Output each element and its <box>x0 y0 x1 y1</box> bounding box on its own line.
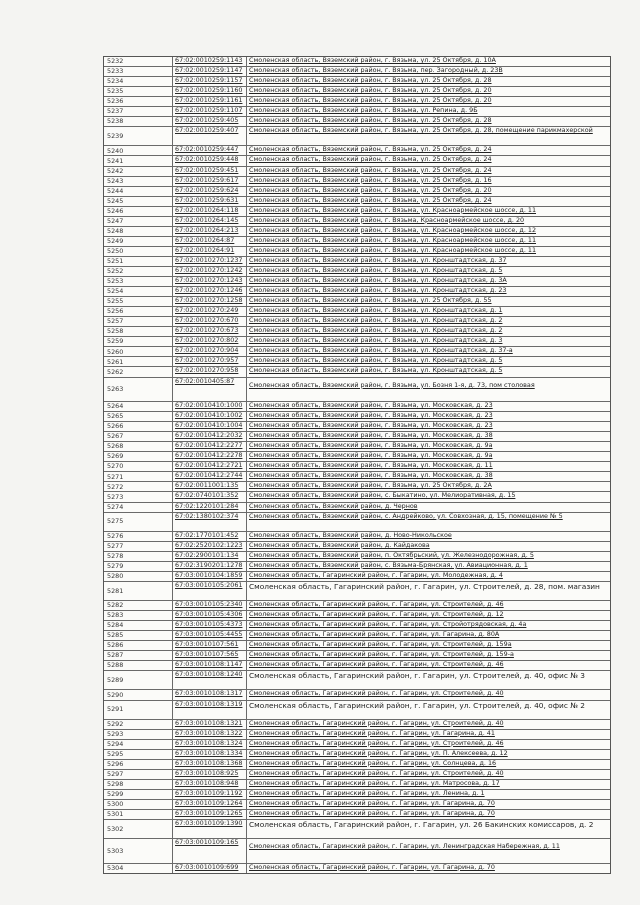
address-cell: Смоленская область, Гагаринский район, г. Гагарин, ул. Строителей, д. 40 <box>249 719 504 727</box>
table-row <box>104 327 610 337</box>
address-cell: Смоленская область, Гагаринский район, г. Гагарин, ул. Строителей, д. 40 <box>249 769 504 777</box>
address-cell: Смоленская область, Вяземский район, г. Вязьма, пер. Загородный, д. 23В <box>249 67 503 75</box>
table-row <box>104 513 610 532</box>
cadastral-number: 67:02:0010270:958 <box>173 367 247 376</box>
cadastral-number: 67:02:0010264:145 <box>173 217 247 226</box>
cadastral-number: 67:02:0010264:91 <box>173 247 247 256</box>
cadastral-number: 67:02:0010412:2721 <box>173 462 247 471</box>
table-row <box>104 207 610 217</box>
row-number: 5265 <box>104 412 173 421</box>
cadastral-number: 67:02:1380102:374 <box>173 513 247 531</box>
row-number: 5274 <box>104 503 173 512</box>
address-cell: Смоленская область, Гагаринский район, г. Гагарин, ул. Строителей, д. 40, офис № 3 <box>249 671 585 681</box>
cadastral-number: 67:02:2520102:1223 <box>173 542 247 551</box>
address-cell: Смоленская область, Гагаринский район, г. Гагарин, ул. Строителей, д. 40 <box>249 690 504 698</box>
address-cell: Смоленская область, Вяземский район, г. Вязьма, ул. Кронштадтская, д. 3 <box>249 337 503 345</box>
table-row <box>104 552 610 562</box>
table-row <box>104 701 610 720</box>
table-row <box>104 671 610 690</box>
table-row <box>104 117 610 127</box>
cadastral-number: 67:03:0010108:948 <box>173 780 247 789</box>
address-cell: Смоленская область, Гагаринский район, г. Гагарин, ул. Строителей, д. 46 <box>249 739 504 747</box>
row-number: 5268 <box>104 442 173 451</box>
row-number: 5242 <box>104 167 173 176</box>
table-row <box>104 177 610 187</box>
table-row <box>104 472 610 482</box>
cadastral-number: 67:02:0010259:1161 <box>173 97 247 106</box>
table-row <box>104 297 610 307</box>
row-number: 5244 <box>104 187 173 196</box>
cadastral-number: 67:03:0010108:1322 <box>173 730 247 739</box>
row-number: 5236 <box>104 97 173 106</box>
cadastral-number: 67:03:0010105:4455 <box>173 631 247 640</box>
row-number: 5283 <box>104 611 173 620</box>
row-number: 5301 <box>104 810 173 819</box>
address-cell: Смоленская область, Вяземский район, п. Октябрьский, ул. Железнодорожная, д. 5 <box>249 551 534 559</box>
address-cell: Смоленская область, Вяземский район, г. Вязьма, ул. Московская, д. 38 <box>249 472 493 480</box>
address-cell: Смоленская область, Вяземский район, г. Вязьма, ул. 25 Октября, д. 20 <box>249 186 492 194</box>
table-row <box>104 601 610 611</box>
table-row <box>104 57 610 67</box>
cadastral-number: 67:02:0010412:2278 <box>173 452 247 461</box>
cadastral-number: 67:02:0010259:631 <box>173 197 247 206</box>
cadastral-number: 67:03:0010104:1859 <box>173 572 247 581</box>
address-cell: Смоленская область, Гагаринский район, г. Гагарин, ул. Строителей, д. 159-а <box>249 651 514 659</box>
cadastral-number: 67:02:0010410:1002 <box>173 412 247 421</box>
cadastral-number: 67:02:0010270:673 <box>173 327 247 336</box>
address-cell: Смоленская область, Вяземский район, г. Вязьма, ул. Кронштадтская, д. 5 <box>249 367 503 375</box>
cadastral-number: 67:03:0010108:925 <box>173 770 247 779</box>
row-number: 5279 <box>104 562 173 571</box>
table-row <box>104 582 610 601</box>
cadastral-number: 67:02:0010410:1004 <box>173 422 247 431</box>
cadastral-number: 67:02:0010259:624 <box>173 187 247 196</box>
cadastral-number: 67:02:0010270:904 <box>173 347 247 356</box>
table-row <box>104 187 610 197</box>
table-row <box>104 611 610 621</box>
address-cell: Смоленская область, Вяземский район, с. Вязьма-Брянская, ул. Авиационная, д. 1 <box>249 561 528 569</box>
cadastral-number: 67:03:0010108:1321 <box>173 720 247 729</box>
address-cell: Смоленская область, Вяземский район, г. Вязьма, ул. Кронштадтская, д. 5 <box>249 357 503 365</box>
cadastral-number: 67:02:0010259:448 <box>173 156 247 165</box>
table-row <box>104 839 610 864</box>
row-number: 5273 <box>104 492 173 501</box>
table-row <box>104 87 610 97</box>
address-cell: Смоленская область, Вяземский район, г. Вязьма, ул. Красноармейское шоссе, д. 12 <box>249 226 537 234</box>
table-row <box>104 402 610 412</box>
row-number: 5300 <box>104 800 173 809</box>
table-row <box>104 257 610 267</box>
table-row <box>104 357 610 367</box>
row-number: 5275 <box>104 513 173 531</box>
address-cell: Смоленская область, Гагаринский район, г. Гагарин, ул. Матросова, д. 17 <box>249 779 500 787</box>
cadastral-number: 67:02:0010259:1107 <box>173 107 247 116</box>
row-number: 5245 <box>104 197 173 206</box>
address-cell: Смоленская область, Гагаринский район, г. Гагарин, ул. Строителей, д. 28, пом. магазин <box>249 581 600 591</box>
cadastral-number: 67:02:0010259:1143 <box>173 57 247 66</box>
address-cell: Смоленская область, Вяземский район, г. Вязьма, ул. Кронштадтская, д. 3А <box>249 277 507 285</box>
cadastral-number: 67:02:0010270:802 <box>173 337 247 346</box>
table-row <box>104 347 610 357</box>
address-cell: Смоленская область, Вяземский район, г. Вязьма, ул. Кронштадтская, д. 5 <box>249 267 503 274</box>
table-row <box>104 378 610 403</box>
address-cell: Смоленская область, Вяземский район, г. Вязьма, Красноармейское шоссе, д. 20 <box>249 216 525 224</box>
cadastral-number: 67:03:0010109:165 <box>173 839 247 863</box>
address-cell: Смоленская область, Гагаринский район, г. Гагарин, ул. Строителей, д. 46 <box>249 661 504 669</box>
row-number: 5269 <box>104 452 173 461</box>
table-row <box>104 864 610 873</box>
row-number: 5264 <box>104 402 173 411</box>
row-number: 5247 <box>104 217 173 226</box>
address-cell: Смоленская область, Вяземский район, г. Вязьма, ул. Кронштадтская, д. 2 <box>249 317 503 325</box>
address-cell: Смоленская область, Вяземский район, г. Вязьма, ул. Московская, д. 23 <box>249 412 493 420</box>
address-cell: Смоленская область, Гагаринский район, г. Гагарин, ул. Гагарина, д. 80А <box>249 631 500 639</box>
row-number: 5302 <box>104 820 173 838</box>
cadastral-number: 67:02:0010264:213 <box>173 227 247 236</box>
address-cell: Смоленская область, Вяземский район, г. Вязьма, ул. Красноармейское шоссе, д. 11 <box>249 236 537 244</box>
row-number: 5239 <box>104 127 173 145</box>
cadastral-number: 67:02:0010412:2744 <box>173 472 247 481</box>
cadastral-number: 67:02:0010259:1157 <box>173 77 247 86</box>
address-cell: Смоленская область, Гагаринский район, г. Гагарин, ул. Гагарина, д. 70 <box>249 810 495 818</box>
row-number: 5259 <box>104 337 173 346</box>
table-row <box>104 532 610 542</box>
address-cell: Смоленская область, Вяземский район, г. Вязьма, ул. 25 Октября, д. 28 <box>249 117 492 125</box>
table-row <box>104 800 610 810</box>
row-number: 5289 <box>104 671 173 689</box>
cadastral-number: 67:02:0010259:407 <box>173 127 247 145</box>
address-cell: Смоленская область, Вяземский район, д. Кайдакова <box>249 541 430 549</box>
row-number: 5234 <box>104 77 173 86</box>
row-number: 5278 <box>104 552 173 561</box>
table-row <box>104 750 610 760</box>
cadastral-number: 67:02:0010259:1147 <box>173 67 247 76</box>
row-number: 5299 <box>104 790 173 799</box>
row-number: 5257 <box>104 317 173 326</box>
address-cell: Смоленская область, Гагаринский район, г. Гагарин, ул. Гагарина, д. 70 <box>249 799 495 807</box>
row-number: 5298 <box>104 780 173 789</box>
table-row <box>104 542 610 552</box>
row-number: 5292 <box>104 720 173 729</box>
address-cell: Смоленская область, Вяземский район, г. Вязьма, ул. Московская, д. 23 <box>249 422 493 430</box>
address-cell: Смоленская область, Вяземский район, г. Вязьма, ул. Репина, д. 9Б <box>249 107 478 115</box>
table-row <box>104 247 610 257</box>
table-row <box>104 277 610 287</box>
table-row <box>104 432 610 442</box>
address-cell: Смоленская область, Гагаринский район, г. Гагарин, ул. Солнцева, д. 16 <box>249 759 497 767</box>
table-row <box>104 267 610 277</box>
row-number: 5261 <box>104 357 173 366</box>
cadastral-number: 67:03:0010108:1319 <box>173 701 247 719</box>
cadastral-number: 67:02:0010270:1242 <box>173 267 247 276</box>
cadastral-number: 67:03:0010105:4373 <box>173 621 247 630</box>
cadastral-number: 67:03:0010105:4306 <box>173 611 247 620</box>
cadastral-number: 67:02:0010270:249 <box>173 307 247 316</box>
address-cell: Смоленская область, Вяземский район, г. Вязьма, ул. Кронштадтская, д. 37-а <box>249 347 513 355</box>
row-number: 5258 <box>104 327 173 336</box>
row-number: 5297 <box>104 770 173 779</box>
row-number: 5281 <box>104 582 173 600</box>
row-number: 5249 <box>104 237 173 246</box>
row-number: 5287 <box>104 651 173 660</box>
table-row <box>104 412 610 422</box>
row-number: 5266 <box>104 422 173 431</box>
table-row <box>104 156 610 166</box>
row-number: 5253 <box>104 277 173 286</box>
cadastral-number: 67:02:3190201:1278 <box>173 562 247 571</box>
table-row <box>104 127 610 146</box>
cadastral-number: 67:03:0010108:1317 <box>173 690 247 699</box>
row-number: 5284 <box>104 621 173 630</box>
table-row <box>104 720 610 730</box>
cadastral-number: 67:02:0010259:405 <box>173 117 247 126</box>
address-cell: Смоленская область, Гагаринский район, г. Гагарин, ул. Строителей, д. 40, офис № 2 <box>249 700 585 710</box>
address-cell: Смоленская область, Вяземский район, г. Вязьма, ул. Кронштадтская, д. 1 <box>249 307 503 315</box>
row-number: 5252 <box>104 267 173 276</box>
cadastral-number: 67:02:0010412:2032 <box>173 432 247 441</box>
cadastral-number: 67:02:0010270:1246 <box>173 287 247 296</box>
row-number: 5291 <box>104 701 173 719</box>
address-cell: Смоленская область, Вяземский район, г. Вязьма, ул. Бозня 1-я, д. 73, пом столовая <box>249 380 535 389</box>
table-row <box>104 77 610 87</box>
address-cell: Смоленская область, Гагаринский район, г. Гагарин, ул. Гагарина, д. 41 <box>249 729 495 737</box>
table-row <box>104 442 610 452</box>
address-cell: Смоленская область, Гагаринский район, г. Гагарин, ул. 26 Бакинских комиссаров, д. 2 <box>249 820 594 830</box>
row-number: 5260 <box>104 347 173 356</box>
table-row <box>104 67 610 77</box>
cadastral-number: 67:03:0010105:2061 <box>173 582 247 600</box>
cadastral-number: 67:03:0010109:1390 <box>173 820 247 838</box>
row-number: 5240 <box>104 146 173 155</box>
address-cell: Смоленская область, Гагаринский район, г. Гагарин, ул. Ленинградская Набережная, д. 11 <box>249 842 560 851</box>
address-cell: Смоленская область, Гагаринский район, г. Гагарин, ул. П. Алексеева, д. 12 <box>249 749 508 757</box>
address-cell: Смоленская область, Вяземский район, г. Вязьма, ул. 25 Октября, д. 55 <box>249 297 492 305</box>
cadastral-number: 67:03:0010105:2340 <box>173 601 247 610</box>
cadastral-number: 67:03:0010109:1264 <box>173 800 247 809</box>
address-cell: Смоленская область, Вяземский район, с. Быкатино, ул. Мелиоративная, д. 15 <box>249 492 516 500</box>
cadastral-number: 67:03:0010109:699 <box>173 864 247 873</box>
cadastral-number: 67:02:0010410:1000 <box>173 402 247 411</box>
address-cell: Смоленская область, Вяземский район, г. Вязьма, ул. 25 Октября, д. 16 <box>249 176 492 184</box>
address-cell: Смоленская область, Гагаринский район, г. Гагарин, ул. Строителей, д. 159а <box>249 641 512 649</box>
table-row <box>104 740 610 750</box>
cadastral-number: 67:03:0010108:1334 <box>173 750 247 759</box>
cadastral-number: 67:02:0010264:118 <box>173 207 247 216</box>
table-row <box>104 651 610 661</box>
table-row <box>104 482 610 492</box>
address-cell: Смоленская область, Вяземский район, д. Ново-Никольское <box>249 531 452 539</box>
address-cell: Смоленская область, Вяземский район, г. Вязьма, ул. Московская, д. 11 <box>249 462 493 470</box>
address-cell: Смоленская область, Вяземский район, г. Вязьма, ул. 25 Октября, д. 24 <box>249 166 492 174</box>
cadastral-number: 67:02:1770101:452 <box>173 532 247 541</box>
table-row <box>104 287 610 297</box>
address-cell: Смоленская область, Вяземский район, д. Чернов <box>249 502 418 510</box>
registry-table <box>103 56 611 874</box>
cadastral-number: 67:02:0010259:451 <box>173 167 247 176</box>
table-row <box>104 562 610 572</box>
address-cell: Смоленская область, Вяземский район, г. Вязьма, ул. 25 Октября, д. 10А <box>249 57 496 64</box>
cadastral-number: 67:03:0010109:1265 <box>173 810 247 819</box>
row-number: 5246 <box>104 207 173 216</box>
table-row <box>104 770 610 780</box>
table-row <box>104 337 610 347</box>
table-row <box>104 790 610 800</box>
address-cell: Смоленская область, Вяземский район, г. Вязьма, ул. Кронштадтская, д. 2 <box>249 327 503 335</box>
row-number: 5235 <box>104 87 173 96</box>
row-number: 5277 <box>104 542 173 551</box>
cadastral-number: 67:02:1220101:284 <box>173 503 247 512</box>
table-row <box>104 367 610 377</box>
address-cell: Смоленская область, Гагаринский район, г. Гагарин, ул. Молодежная, д. 4 <box>249 571 503 579</box>
cadastral-number: 67:03:0010108:1324 <box>173 740 247 749</box>
row-number: 5303 <box>104 839 173 863</box>
table-row <box>104 167 610 177</box>
table-row <box>104 760 610 770</box>
cadastral-number: 67:03:0010108:1368 <box>173 760 247 769</box>
cadastral-number: 67:02:0010259:447 <box>173 146 247 155</box>
address-cell: Смоленская область, Вяземский район, г. Вязьма, ул. 25 Октября, д. 24 <box>249 146 492 154</box>
address-cell: Смоленская область, Вяземский район, г. Вязьма, ул. 25 Октября, д. 2А <box>249 482 492 490</box>
table-row <box>104 422 610 432</box>
row-number: 5295 <box>104 750 173 759</box>
cadastral-number: 67:02:0010270:957 <box>173 357 247 366</box>
address-cell: Смоленская область, Гагаринский район, г. Гагарин, ул. Стройотрядовская, д. 4а <box>249 621 527 629</box>
row-number: 5232 <box>104 57 173 66</box>
address-cell: Смоленская область, Вяземский район, г. Вязьма, ул. 25 Октября, д. 24 <box>249 156 492 164</box>
row-number: 5241 <box>104 156 173 165</box>
row-number: 5267 <box>104 432 173 441</box>
cadastral-number: 67:03:0010107:561 <box>173 641 247 650</box>
address-cell: Смоленская область, Вяземский район, г. Вязьма, ул. 25 Октября, д. 28, помещение парикмахерской <box>249 127 593 135</box>
table-row <box>104 730 610 740</box>
cadastral-number: 67:02:0010270:670 <box>173 317 247 326</box>
row-number: 5285 <box>104 631 173 640</box>
address-cell: Смоленская область, Вяземский район, г. Вязьма, ул. Московская, д. 9а <box>249 452 493 460</box>
address-cell: Смоленская область, Вяземский район, г. Вязьма, ул. 25 Октября, д. 20 <box>249 87 492 95</box>
address-cell: Смоленская область, Вяземский район, г. Вязьма, ул. Московская, д. 38 <box>249 432 493 440</box>
address-cell: Смоленская область, Вяземский район, г. Вязьма, ул. 25 Октября, д. 24 <box>249 196 492 204</box>
cadastral-number: 67:02:0010264:87 <box>173 237 247 246</box>
row-number: 5262 <box>104 367 173 376</box>
cadastral-number: 67:02:0010270:1237 <box>173 257 247 266</box>
row-number: 5286 <box>104 641 173 650</box>
table-row <box>104 107 610 117</box>
cadastral-number: 67:02:0010270:1243 <box>173 277 247 286</box>
address-cell: Смоленская область, Вяземский район, г. Вязьма, ул. Московская, д. 9а <box>249 442 493 450</box>
row-number: 5294 <box>104 740 173 749</box>
table-row <box>104 462 610 472</box>
row-number: 5270 <box>104 462 173 471</box>
table-row <box>104 641 610 651</box>
cadastral-number: 67:02:0011001:135 <box>173 482 247 491</box>
table-row <box>104 780 610 790</box>
cadastral-number: 67:03:0010109:1192 <box>173 790 247 799</box>
row-number: 5237 <box>104 107 173 116</box>
table-row <box>104 307 610 317</box>
table-row <box>104 820 610 839</box>
row-number: 5233 <box>104 67 173 76</box>
row-number: 5293 <box>104 730 173 739</box>
address-cell: Смоленская область, Вяземский район, с. Андрейково, ул. Совхозная, д. 15, помещение № 5 <box>249 512 563 520</box>
row-number: 5288 <box>104 661 173 670</box>
table-row <box>104 661 610 671</box>
cadastral-number: 67:02:0010259:617 <box>173 177 247 186</box>
row-number: 5250 <box>104 247 173 256</box>
cadastral-number: 67:03:0010108:1147 <box>173 661 247 670</box>
table-row <box>104 572 610 582</box>
address-cell: Смоленская область, Вяземский район, г. Вязьма, ул. Кронштадтская, д. 37 <box>249 256 507 264</box>
address-cell: Смоленская область, Вяземский район, г. Вязьма, ул. 25 Октября, д. 28 <box>249 77 492 85</box>
table-row <box>104 217 610 227</box>
table-row <box>104 237 610 247</box>
address-cell: Смоленская область, Гагаринский район, г. Гагарин, ул. Строителей, д. 46 <box>249 601 504 609</box>
table-row <box>104 146 610 156</box>
table-row <box>104 690 610 700</box>
table-row <box>104 317 610 327</box>
table-row <box>104 631 610 641</box>
cadastral-number: 67:02:2900101:134 <box>173 552 247 561</box>
cadastral-number: 67:02:0010405:87 <box>173 378 247 402</box>
cadastral-number: 67:03:0010107:565 <box>173 651 247 660</box>
table-row <box>104 197 610 207</box>
row-number: 5248 <box>104 227 173 236</box>
row-number: 5290 <box>104 690 173 699</box>
cadastral-number: 67:02:0010412:2277 <box>173 442 247 451</box>
row-number: 5280 <box>104 572 173 581</box>
row-number: 5276 <box>104 532 173 541</box>
row-number: 5238 <box>104 117 173 126</box>
address-cell: Смоленская область, Вяземский район, г. Вязьма, ул. 25 Октября, д. 20 <box>249 97 492 105</box>
cadastral-number: 67:03:0010108:1240 <box>173 671 247 689</box>
table-row <box>104 492 610 502</box>
table-row <box>104 97 610 107</box>
cadastral-number: 67:02:0010259:1160 <box>173 87 247 96</box>
row-number: 5271 <box>104 472 173 481</box>
address-cell: Смоленская область, Вяземский район, г. Вязьма, ул. Красноармейское шоссе, д. 11 <box>249 206 537 214</box>
row-number: 5282 <box>104 601 173 610</box>
address-cell: Смоленская область, Вяземский район, г. Вязьма, ул. Красноармейское шоссе, д. 11 <box>249 246 537 254</box>
row-number: 5272 <box>104 482 173 491</box>
row-number: 5255 <box>104 297 173 306</box>
address-cell: Смоленская область, Вяземский район, г. Вязьма, ул. Московская, д. 23 <box>249 402 493 410</box>
row-number: 5243 <box>104 177 173 186</box>
table-row <box>104 621 610 631</box>
address-cell: Смоленская область, Вяземский район, г. Вязьма, ул. Кронштадтская, д. 23 <box>249 287 507 295</box>
table-row <box>104 452 610 462</box>
address-cell: Смоленская область, Гагаринский район, г. Гагарин, ул. Ленина, д. 1 <box>249 789 485 797</box>
row-number: 5256 <box>104 307 173 316</box>
row-number: 5263 <box>104 378 173 402</box>
row-number: 5296 <box>104 760 173 769</box>
address-cell: Смоленская область, Гагаринский район, г. Гагарин, ул. Гагарина, д. 70 <box>249 863 495 871</box>
row-number: 5251 <box>104 257 173 266</box>
cadastral-number: 67:02:0010270:1258 <box>173 297 247 306</box>
table-row <box>104 503 610 513</box>
cadastral-number: 67:02:0740101:352 <box>173 492 247 501</box>
table-row <box>104 227 610 237</box>
table-row <box>104 810 610 820</box>
row-number: 5254 <box>104 287 173 296</box>
row-number: 5304 <box>104 864 173 873</box>
address-cell: Смоленская область, Гагаринский район, г. Гагарин, ул. Строителей, д. 12 <box>249 611 504 619</box>
